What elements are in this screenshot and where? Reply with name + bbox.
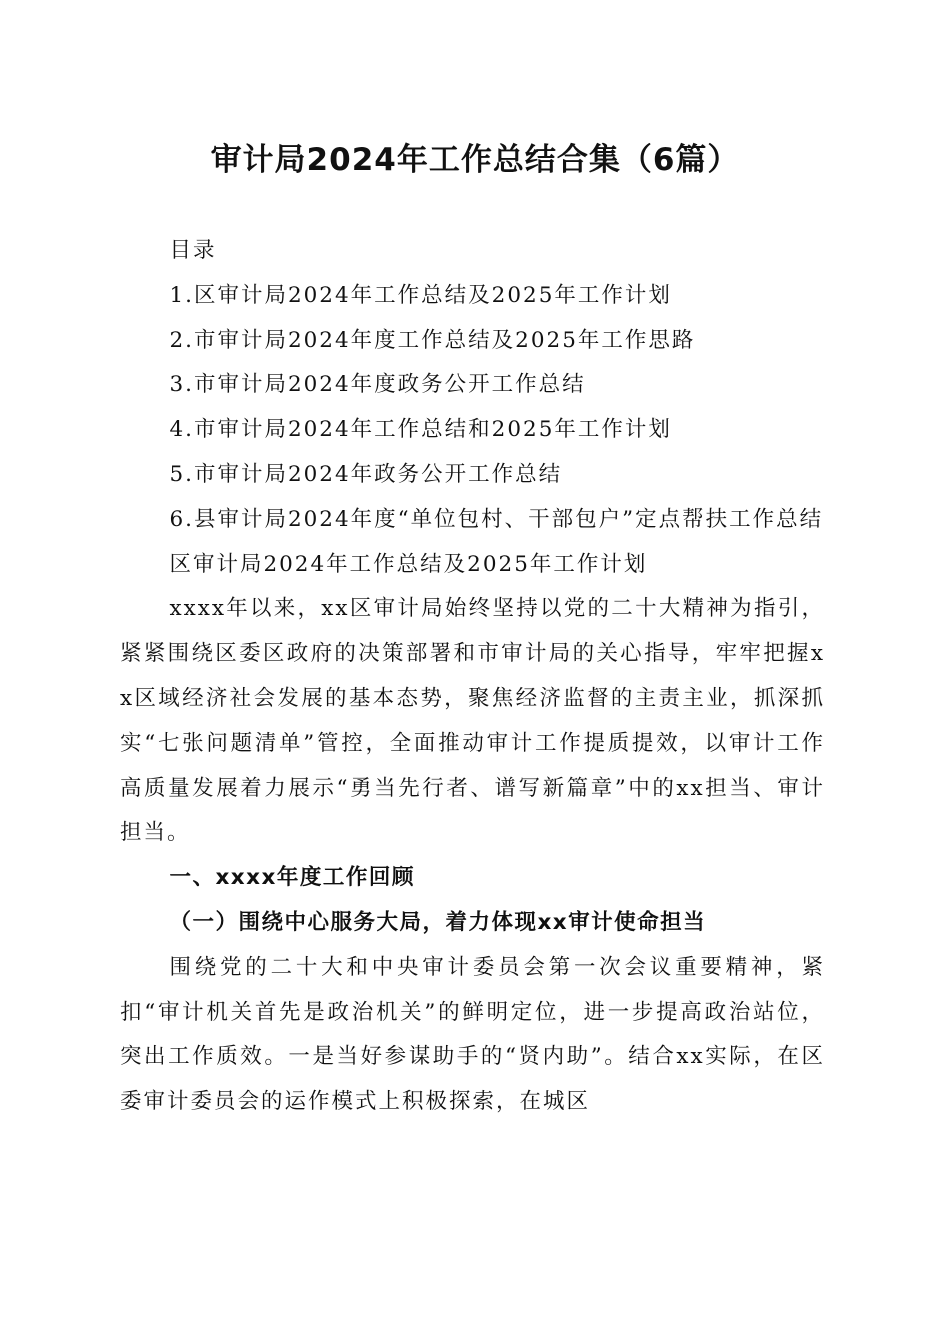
heading-1: 一、xxxx年度工作回顾 <box>169 865 415 891</box>
toc-label: 目录 <box>169 238 217 263</box>
intro-paragraph: xxxx年以来，xx区审计局始终坚持以党的二十大精神为指引，紧紧围绕区委区政府的决策部署和市审计局的关心指导，牢牢把握xx区域经济社会发展的基本态势，聚焦经济监督的主责主业，抓深抓实“七张问题清单”管控，全面推动审计工作提质提效，以审计工作高质量发展着力展示“勇当先行者、谱写新篇章”中的xx担当、审计担当。 <box>120 596 825 846</box>
subheading-1: （一）围绕中心服务大局，着力体现xx审计使命担当 <box>169 909 707 935</box>
toc-item-5: 5.市审计局2024年政务公开工作总结 <box>169 461 563 487</box>
toc-item-6: 6.县审计局2024年度“单位包村、干部包户”定点帮扶工作总结 <box>169 506 824 532</box>
document-title: 审计局2024年工作总结合集（6篇） <box>210 142 740 178</box>
paragraph-2: 围绕党的二十大和中央审计委员会第一次会议重要精神，紧扣“审计机关首先是政治机关”的鲜明定位，进一步提高政治站位，突出工作质效。一是当好参谋助手的“贤内助”。结合xx实际，在区委审计委员会的运作模式上积极探索，在城区 <box>120 954 825 1115</box>
toc-item-3: 3.市审计局2024年度政务公开工作总结 <box>169 372 586 398</box>
section-title: 区审计局2024年工作总结及2025年工作计划 <box>169 551 648 577</box>
document-body <box>120 229 825 1125</box>
toc-item-4: 4.市审计局2024年工作总结和2025年工作计划 <box>169 417 672 443</box>
toc-item-1: 1.区审计局2024年工作总结及2025年工作计划 <box>169 282 672 308</box>
toc-item-2: 2.市审计局2024年度工作总结及2025年工作思路 <box>169 327 696 353</box>
